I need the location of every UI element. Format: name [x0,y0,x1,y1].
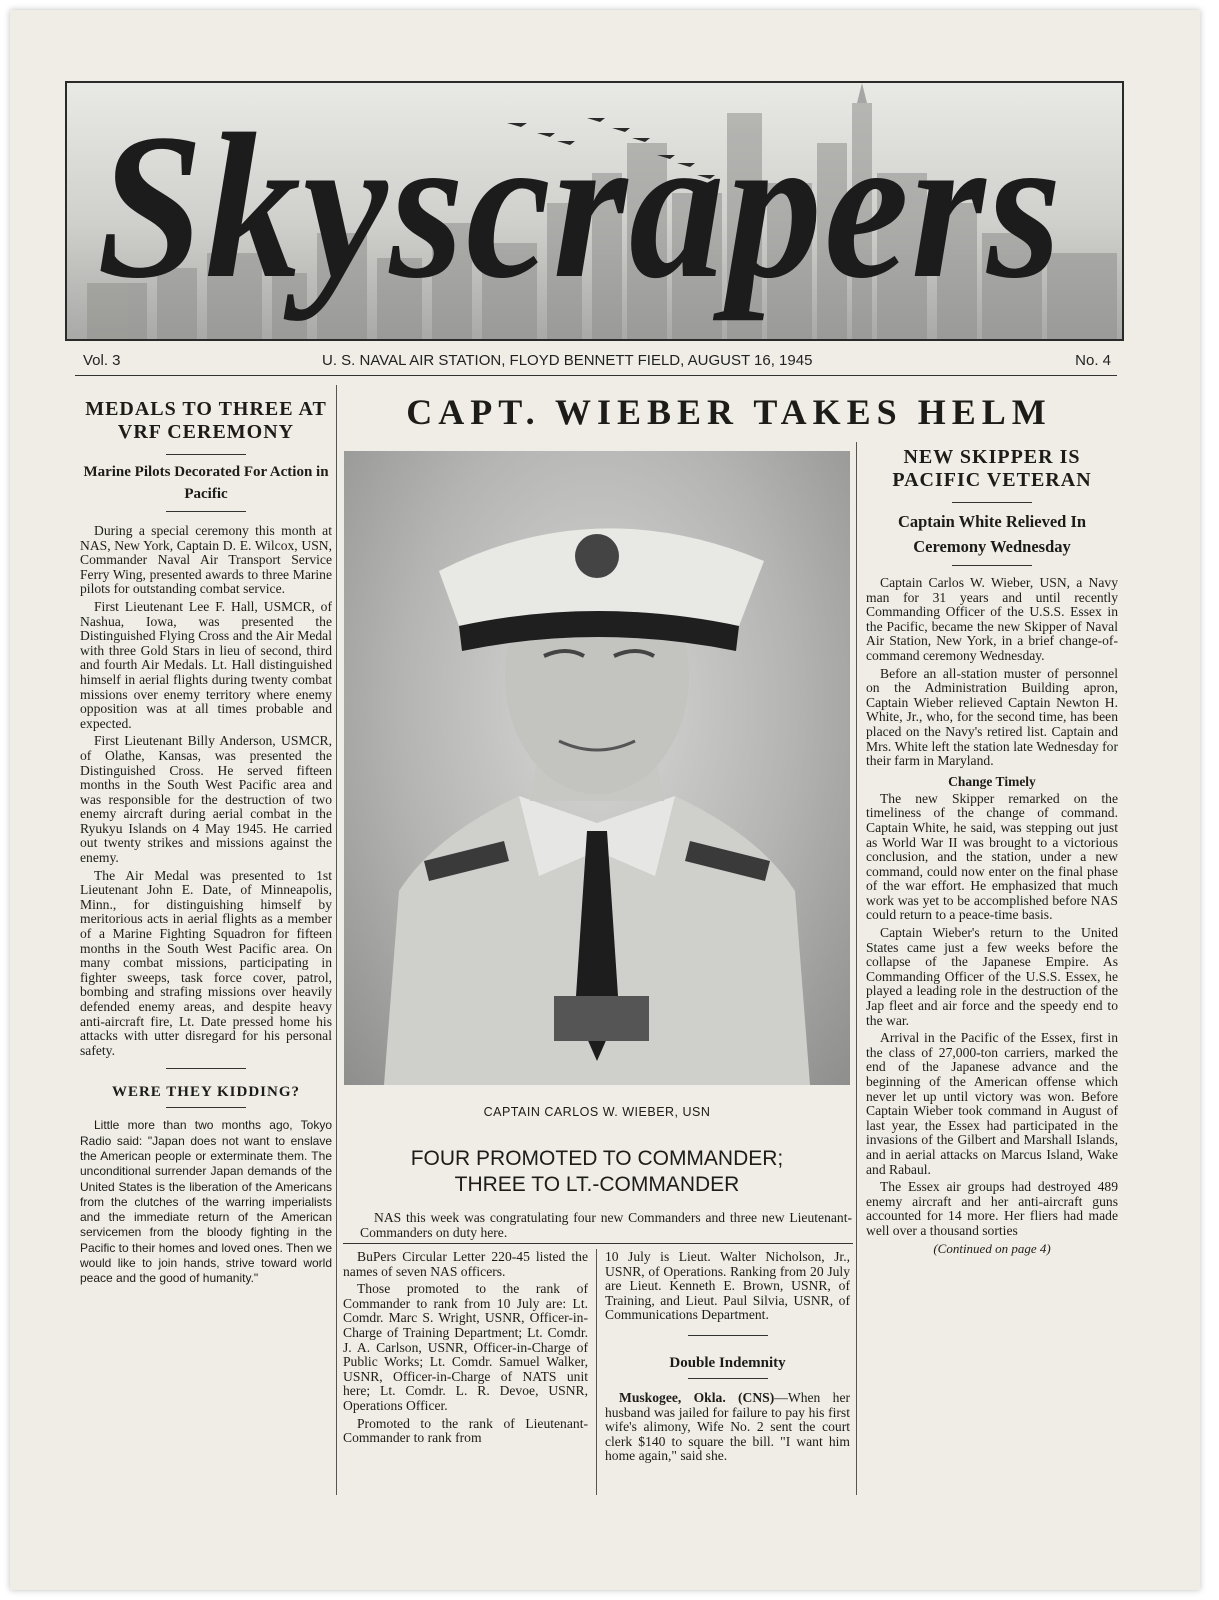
promotion-intro [360,1211,852,1240]
promotion-column-1 [343,1250,588,1449]
masthead-title: Skyscrapers [97,91,1064,321]
skipper-paragraph: Arrival in the Pacific of the Essex, first in the class of 27,000-ton carriers, marked the end of the Japanese advance and the beginning of the American offense which never let up until victory was won. Before Captain Wieber took command in August of last year, the Essex had participated in the invasions of the Gilbert and Marshall Islands, and in aerial attacks on Marcus Island, Wake and Rabaul. [866,1030,1118,1177]
dateline [75,346,1117,376]
promotion-headline-line2: THREE TO LT.-COMMANDER [454,1173,740,1196]
kidding-text: Little more than two months ago, Tokyo Radio said: "Japan does not want to enslave the American people or exterminate them. The unconditional surrender Japan demands of the United States is the liberation of the Americans from the clutches of the warring imperialists and the immediate return of the American servicemen from the bloody fighting in the Pacific to their homes and loved ones. Then we would like to join hands, strive toward world peace and the good of humanity." [80,1118,332,1286]
promotion-paragraph: 10 July is Lieut. Walter Nicholson, Jr., USNR, of Operations. Ranking from 20 July are Lieut. Kenneth E. Brown, USNR, of Training, and Lieut. Paul Silvia, USNR, of Communications Department. [605,1249,850,1323]
promotion-rule [343,1243,853,1244]
masthead [65,81,1124,341]
promotion-paragraph: Those promoted to the rank of Commander to rank from 10 July are: Lt. Comdr. Marc S. Wright, USNR, Officer-in-Charge of Training Department; Lt. Comdr. J. A. Carlson, USNR, Officer-in-Charge of Public Works; Lt. Comdr. Samuel Walker, USNR, Officer-in-Charge of NATS unit here; Lt. Comdr. L. R. Devoe, USNR, Operations Officer. [343,1281,588,1413]
kidding-headline: WERE THEY KIDDING? [111,1084,301,1101]
promotion-column-rule [596,1249,597,1495]
indemnity-body: —When her husband was jailed for failure to pay his first wife's alimony, Wife No. 2 sent the court clerk $140 to square the bill. "I want him home again," said she. [605,1389,850,1464]
column-rule-left [336,385,337,1495]
column-rule-right [856,442,857,1495]
captain-portrait [344,451,850,1085]
skipper-paragraph: Before an all-station muster of personnel on the Administration Building apron, Captain Wieber relieved Captain Newton H. White, Jr., who, for the second time, has been placed on the Navy's retired list. Captain and Mrs. White left the station late Wednesday for their farm in Maryland. [866,665,1118,769]
continued-note: (Continued on page 4) [933,1240,1051,1256]
skipper-subhead: Captain White Relieved In Ceremony Wednesday [897,512,1087,556]
indemnity-text [605,1391,850,1464]
promotion-intro-text: NAS this week was congratulating four new Commanders and three new Lieutenant-Commanders on duty here. [360,1210,852,1240]
promotion-headline-line1: FOUR PROMOTED TO COMMANDER; [410,1147,784,1170]
promotion-paragraph: BuPers Circular Letter 220-45 listed the names of seven NAS officers. [343,1249,588,1279]
skipper-paragraph: The new Skipper remarked on the timeliness of the change of command. Captain White, he said, was stepping out just as World War II was brought to a victorious conclusion, and the station, under a new command, could now enter on the final phase of the war effort. He emphasized that much work was yet to be accomplished before NAS could return to a peace-time basis. [866,790,1118,923]
issue-number: No. 4 [1075,352,1111,369]
dateline-text: U. S. NAVAL AIR STATION, FLOYD BENNETT FIELD, AUGUST 16, 1945 [322,352,813,369]
promotion-paragraph: Promoted to the rank of Lieutenant-Commander to rank from [343,1415,588,1446]
skipper-paragraph: Captain Wieber's return to the United States came just a few weeks before the collapse of the Japanese Empire. As Commanding Officer of the U.S.S. Essex, he played a leading role in the destruction of the Jap fleet and air force and the speedy end to the war. [866,925,1118,1028]
promotion-column-2 [605,1250,850,1467]
banner-headline: CAPT. WIEBER TAKES HELM [406,392,1052,432]
medals-paragraph: First Lieutenant Billy Anderson, USMCR, of Olathe, Kansas, was presented the Distinguished Cross. He served fifteen months in the South West Pacific area and was responsible for the destruction of two enemy aircraft during aerial combat in the Ryukyu Islands on 4 May 1945. He carried out twenty strikes and missions against the enemy. [80,733,332,866]
indemnity-headline: Double Indemnity [669,1354,786,1371]
medals-subhead: Marine Pilots Decorated For Action in Pacific [83,464,329,502]
skipper-paragraph: The Essex air groups had destroyed 489 enemy aircraft and her anti-aircraft guns accounted for 14 more. Her fliers had made well over a thousand sorties [866,1179,1118,1238]
medals-paragraph: First Lieutenant Lee F. Hall, USMCR, of Nashua, Iowa, was presented the Distinguished Flying Cross and the Air Medal with three Gold Stars in lieu of second, third and fourth Air Medals. Lt. Hall distinguished himself in aerial flights during twenty combat missions over enemy territory where enemy opposition was at all times probable and expected. [80,598,332,731]
promotion-headline [344,1146,850,1198]
dateline-rule [75,375,1117,376]
skipper-headline: NEW SKIPPER IS PACIFIC VETERAN [892,446,1092,491]
medals-headline: MEDALS TO THREE AT VRF CEREMONY [85,398,327,443]
change-timely-subhead: Change Timely [948,773,1036,789]
medals-paragraph: The Air Medal was presented to 1st Lieutenant John E. Date, of Minneapolis, Minn., for distinguishing himself by meritorious acts in aerial flights as a member of a Marine Fighting Squadron for fifteen months in the South West Pacific area. On many combat missions, participating in fighter sweeps, task force cover, patrol, bombing and strafing missions over heavily defended enemy areas, and despite heavy anti-aircraft fire, Lt. Date pressed home his attacks with utter disregard for his personal safety. [80,867,332,1058]
photo-caption: CAPTAIN CARLOS W. WIEBER, USN [483,1105,711,1119]
skipper-paragraph: Captain Carlos W. Wieber, USN, a Navy man for 31 years and until recently Commanding Officer of the U.S.S. Essex in the Pacific, became the new Skipper of Naval Air Station, New York, in a brief change-of-command ceremony Wednesday. [866,575,1118,663]
indemnity-dateline: Muskogee, Okla. (CNS) [619,1389,775,1405]
skipper-article [866,446,1118,1256]
volume-number: Vol. 3 [83,352,121,369]
medals-article [80,398,332,1290]
medals-paragraph: During a special ceremony this month at NAS, New York, Captain D. E. Wilcox, USN, Commander Naval Air Transport Service Ferry Wing, presented awards to three Marine pilots for outstanding combat service. [80,523,332,597]
